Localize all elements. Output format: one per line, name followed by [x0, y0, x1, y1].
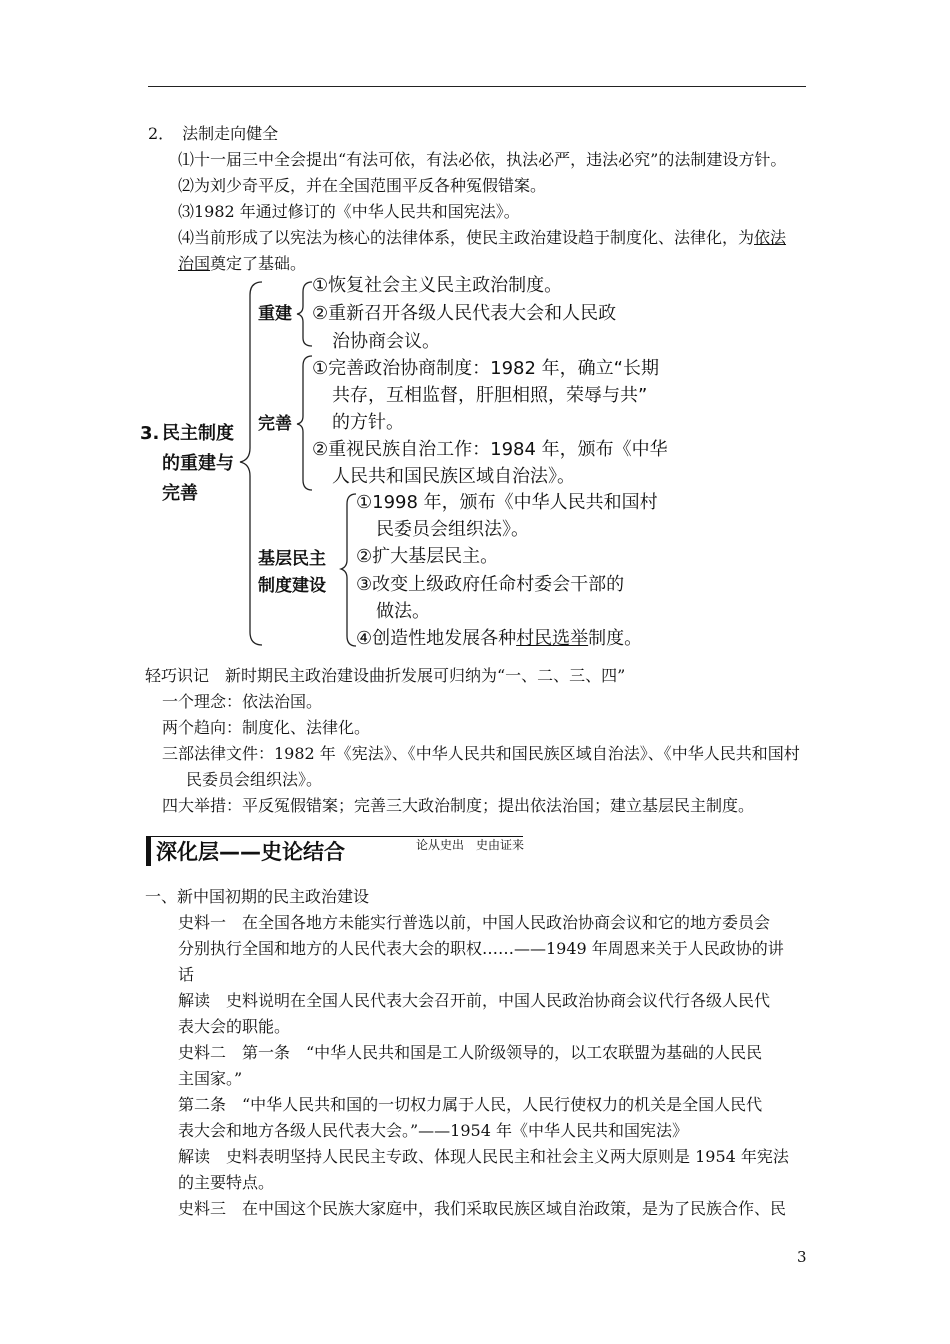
analysis-line: 史料一 在全国各地方未能实行普选以前，中国人民政治协商会议和它的地方委员会	[178, 913, 771, 932]
rebuild-item: ②重新召开各级人民代表大会和人民政	[312, 303, 617, 324]
memo-line: 民委员会组织法》。	[186, 770, 323, 789]
text-span: 奠定了基础。	[210, 254, 307, 273]
improve-item: 人民共和国民族区域自治法》。	[332, 466, 575, 487]
underlined-term: 依法	[754, 228, 787, 247]
banner-title: 深化层——史论结合	[156, 840, 345, 864]
grassroots-item: ②扩大基层民主。	[356, 546, 499, 567]
analysis-line: 第二条 “中华人民共和国的一切权力属于人民，人民行使权力的机关是全国人民代	[178, 1095, 763, 1114]
grassroots-label: 基层民主	[258, 549, 326, 569]
analysis-line: 的主要特点。	[178, 1173, 275, 1192]
analysis-line: 史料三 在中国这个民族大家庭中，我们采取民族区域自治政策，是为了民族合作、民	[178, 1199, 787, 1218]
grassroots-item: ③改变上级政府任命村委会干部的	[356, 574, 625, 595]
list-item: ⑶1982 年通过修订的《中华人民共和国宪法》。	[178, 202, 520, 221]
grassroots-brace	[341, 494, 356, 646]
text-span: ④创造性地发展各种	[356, 628, 517, 649]
list-item: ⑵为刘少奇平反，并在全国范围平反各种冤假错案。	[178, 176, 547, 195]
analysis-line: 解读 史料说明在全国人民代表大会召开前，中国人民政治协商会议代行各级人民代	[178, 991, 771, 1010]
diagram-number: 3.	[140, 423, 160, 444]
diagram-title-line: 的重建与	[162, 453, 234, 474]
rebuild-item: 治协商会议。	[332, 331, 440, 352]
banner-bar	[146, 836, 151, 866]
analysis-line: 史料二 第一条 “中华人民共和国是工人阶级领导的，以工农联盟为基础的人民民	[178, 1043, 763, 1062]
analysis-line: 表大会的职能。	[178, 1017, 291, 1036]
text-span: 制度。	[588, 628, 643, 649]
memo-line: 两个趋向：制度化、法律化。	[162, 718, 371, 737]
memo-line: 四大举措：平反冤假错案；完善三大政治制度；提出依法治国；建立基层民主制度。	[162, 796, 755, 815]
improve-item: ①完善政治协商制度：1982 年，确立“长期	[312, 358, 659, 379]
rebuild-brace	[297, 282, 312, 346]
memo-line: 三部法律文件：1982 年《宪法》、《中华人民共和国民族区域自治法》、《中华人民共和国村	[162, 744, 800, 763]
improve-item: 的方针。	[332, 412, 404, 433]
memo-line: 一个理念：依法治国。	[162, 692, 323, 711]
analysis-line: 分别执行全国和地方的人民代表大会的职权……——1949 年周恩来关于人民政协的讲	[178, 939, 784, 958]
memo-title: 轻巧识记 新时期民主政治建设曲折发展可归纳为“一、二、三、四”	[145, 666, 626, 685]
grassroots-item: ①1998 年，颁布《中华人民共和国村	[356, 492, 658, 513]
underlined-term: 村民选举	[516, 628, 589, 649]
improve-item: 共存，互相监督，肝胆相照，荣辱与共”	[332, 385, 648, 406]
grassroots-label: 制度建设	[258, 576, 326, 596]
analysis-line: 话	[178, 965, 195, 984]
analysis-line: 主国家。”	[178, 1069, 243, 1088]
banner-rule	[151, 836, 523, 837]
list-item: ⑴十一届三中全会提出“有法可依，有法必依，执法必严，违法必究”的法制建设方针。	[178, 150, 787, 169]
grassroots-item: 做法。	[376, 601, 430, 622]
grassroots-item	[356, 625, 642, 653]
improve-label: 完善	[258, 414, 292, 434]
diagram-title-line: 完善	[162, 483, 198, 504]
analysis-heading: 一、新中国初期的民主政治建设	[145, 887, 370, 906]
page-number: 3	[797, 1248, 807, 1266]
analysis-line: 解读 史料表明坚持人民民主专政、体现人民民主和社会主义两大原则是 1954 年宪法	[178, 1147, 789, 1166]
banner-subtitle: 论从史出 史由证来	[416, 838, 525, 852]
rebuild-label: 重建	[258, 304, 292, 324]
diagram-title-line: 民主制度	[162, 423, 234, 444]
grassroots-item: 民委员会组织法》。	[376, 519, 529, 540]
text-span: ⑷当前形成了以宪法为核心的法律体系，使民主政治建设趋于制度化、法律化，为	[178, 228, 755, 247]
section-heading: 2． 法制走向健全	[148, 124, 279, 143]
rebuild-item: ①恢复社会主义民主政治制度。	[312, 275, 563, 296]
underlined-term: 治国	[178, 254, 211, 273]
analysis-line: 表大会和地方各级人民代表大会。”——1954 年《中华人民共和国宪法》	[178, 1121, 688, 1140]
improve-item: ②重视民族自治工作：1984 年，颁布《中华	[312, 439, 668, 460]
improve-brace	[297, 356, 312, 490]
